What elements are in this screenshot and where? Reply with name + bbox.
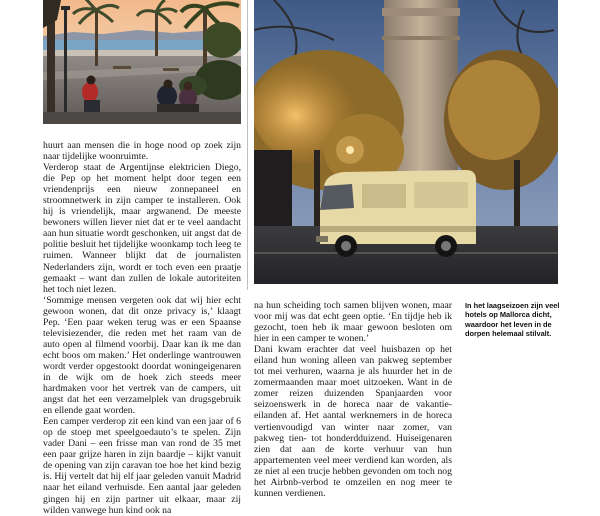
article-paragraph: Een camper verderop zit een kind van een jaar of 6 op de stoep met speelgoedauto’s te spelen. Zijn vader Dani – een frisse man van rond de 35 met een paar grijze haren in zijn baardje – kijkt vanuit de opening van zijn caravan toe hoe het kind bezig is. Hij vertelt dat hij elf jaar geleden vanuit Madrid naar het eiland verhuisde. Een aantal jaar geleden gingen hij en zijn partner uit elkaar, maar zij wilden vanwege hun kind ook na — [43, 416, 241, 516]
article-column-middle — [254, 300, 452, 499]
article-paragraph: huurt aan mensen die in hoge nood op zoek zijn naar tijdelijke woonruimte. — [43, 140, 241, 163]
van-tower-photo — [254, 0, 558, 284]
column-divider — [247, 0, 248, 290]
van-tower-photo-icon — [254, 0, 558, 284]
photo-caption: In het laagseizoen zijn veel hotels op Mallorca dicht, waardoor het leven in de dorpen helemaal stilvalt. — [465, 301, 560, 339]
article-column-left — [43, 140, 241, 516]
article-paragraph: Verderop staat de Argentijnse elektricien Diego, die Pep op het moment helpt door tegen een vriendenprijs een nieuw zonnepaneel en stroomnetwerk in zijn camper te installeren. Ook hij is vriendelijk, maar argwanend. De meeste bewoners willen liever niet dat er te veel aandacht aan hun situatie wordt geschonken, uit angst dat de politie besluit het tijdelijke woonkamp toch leeg te ruimen. Wanneer blijkt dat de journalisten Nederlanders zijn, wordt er toch even een praatje gemaakt – want dan zullen de lokale autoriteiten het toch niet lezen. — [43, 162, 241, 295]
promenade-photo — [43, 0, 241, 124]
article-paragraph: na hun scheiding toch samen blijven wonen, maar voor mij was dat echt geen optie. ‘En tijdje heb ik gezocht, toen heb ik maar gewoon besloten om hier in een camper te wonen.’ — [254, 300, 452, 345]
article-paragraph: Dani kwam erachter dat veel huisbazen op het eiland hun woning alleen van pakweg september tot mei verhuren, waarna je als huurder het in de zomermaanden maar moet uitzoeken. Want in de zomer reizen duizenden Spanjaarden voor seizoenswerk in de horeca naar de vakantie-eilanden af. Het aantal werknemers in de horeca vertienvoudigd van winter naar zomer, van pakweg tien- tot honderdduizend. Huiseigenaren zien dat aan de korte verhuur van hun appartementen veel meer verdiend kan worden, als ze niet al een trucje hebben gevonden om toch nog het Airbnb-verbod te omzeilen en nog meer te kunnen verdienen. — [254, 344, 452, 499]
promenade-photo-icon — [43, 0, 241, 124]
article-paragraph: ‘Sommige mensen vergeten ook dat wij hier echt gewoon wonen, dat dit onze privacy is,’ klaagt Pep. ‘Een paar weken terug was er een Spaanse televisiezender, die reden met het raam van de auto open al filmend voorbij. Daar kan ik me dan echt boos om maken.’ Het onderlinge wantrouwen wordt verder opgestookt doordat woningeigenaren in de wijk om de hoek zich steeds meer hardmaken voor het vertrek van de campers, uit angst dat het een verzamelplek van drugsgebruik en ellende gaat worden. — [43, 294, 241, 417]
